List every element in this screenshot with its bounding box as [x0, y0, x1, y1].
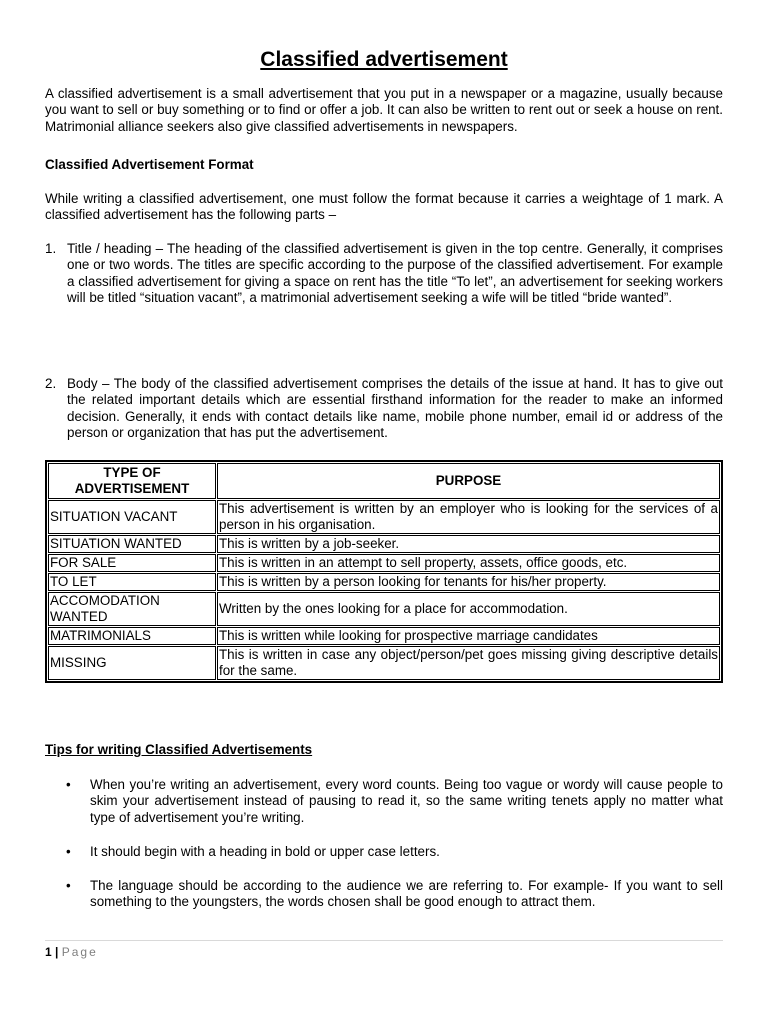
tip-text: It should begin with a heading in bold or upper case letters. — [90, 844, 440, 859]
table-row — [48, 627, 720, 645]
page-title: Classified advertisement — [260, 48, 508, 71]
format-intro-paragraph: While writing a classified advertisement, one must follow the format because it carries a weightage of 1 mark. A classified advertisement has the following parts – — [45, 191, 723, 223]
tips-list — [45, 777, 723, 911]
table-row — [48, 573, 720, 591]
table-row — [48, 554, 720, 572]
list-item — [45, 878, 723, 911]
page-number: 1 — [45, 945, 52, 959]
bullet-icon: • — [66, 777, 71, 792]
list-item — [45, 844, 723, 878]
table-cell-type: TO LET — [48, 573, 216, 591]
bullet-icon: • — [66, 844, 71, 859]
table-cell-type: MISSING — [48, 646, 216, 680]
table-cell-purpose: This advertisement is written by an employer who is looking for the services of a person in his organisation. — [219, 501, 718, 532]
tip-text: When you’re writing an advertisement, every word counts. Being too vague or wordy will cause people to skim your advertisement instead of pausing to read it, so the same writing tenets apply no matter what type of advertisement you’re writing. — [90, 777, 723, 825]
part-number: 1. — [45, 241, 57, 256]
advertisement-types-table — [45, 460, 723, 683]
page-label: Page — [61, 945, 98, 959]
table-cell-type: SITUATION WANTED — [48, 535, 216, 553]
tips-heading: Tips for writing Classified Advertisements — [45, 742, 313, 757]
list-item — [45, 777, 723, 828]
part-text: Title / heading – The heading of the classified advertisement is given in the top centre. Generally, it comprises one or two words. The titles are specific according to the purpose of the classified advertisement. For example a classified advertisement for giving a space on rent has the title “To let”, an advertisement for seeking workers will be titled “situation vacant”, a matrimonial advertisement seeking a wife will be titled “bride wanted”. — [67, 241, 723, 306]
table-cell-purpose: This is written in an attempt to sell property, assets, office goods, etc. — [217, 554, 720, 572]
table-cell-purpose: Written by the ones looking for a place for accommodation. — [217, 592, 720, 626]
table-cell-purpose: This is written by a job-seeker. — [217, 535, 720, 553]
table-row — [48, 646, 720, 680]
part-number: 2. — [45, 376, 57, 391]
intro-paragraph: A classified advertisement is a small advertisement that you put in a newspaper or a magazine, usually because you want to sell or buy something or to find or offer a job. It can also be written to rent out or seek a house on rent. Matrimonial alliance seekers also give classified advertisements in newspapers. — [45, 86, 723, 134]
table-cell-type: FOR SALE — [48, 554, 216, 572]
part-item-title — [45, 241, 723, 307]
table-header-purpose: PURPOSE — [217, 463, 720, 499]
footer-divider — [45, 940, 723, 941]
format-heading: Classified Advertisement Format — [45, 157, 254, 172]
tip-text: The language should be according to the audience we are referring to. For example- If you want to sell something to the youngsters, the words chosen shall be good enough to attract them. — [90, 878, 723, 910]
table-row — [48, 535, 720, 553]
table-cell-purpose: This is written by a person looking for tenants for his/her property. — [217, 573, 720, 591]
table-cell-type: SITUATION VACANT — [48, 500, 216, 534]
table-header-type: TYPE OF ADVERTISEMENT — [48, 463, 216, 499]
part-text: Body – The body of the classified advertisement comprises the details of the issue at hand. It has to give out the related important details which are essential firsthand information for the reader to make an informed decision. Generally, it ends with contact details like name, mobile phone number, email id or address of the person or organization that has put the advertisement. — [67, 376, 723, 441]
table-row — [48, 500, 720, 534]
footer-separator: | — [55, 945, 59, 959]
page-footer — [45, 944, 98, 960]
bullet-icon: • — [66, 878, 71, 893]
table-cell-type: ACCOMODATION WANTED — [48, 592, 216, 626]
table-cell-purpose: This is written while looking for prospective marriage candidates — [217, 627, 720, 645]
table-cell-type: MATRIMONIALS — [48, 627, 216, 645]
table-row — [48, 592, 720, 626]
table-cell-purpose: This is written in case any object/person/pet goes missing giving descriptive details for the same. — [219, 647, 718, 678]
table-header-row — [48, 463, 720, 499]
part-item-body — [45, 376, 723, 442]
